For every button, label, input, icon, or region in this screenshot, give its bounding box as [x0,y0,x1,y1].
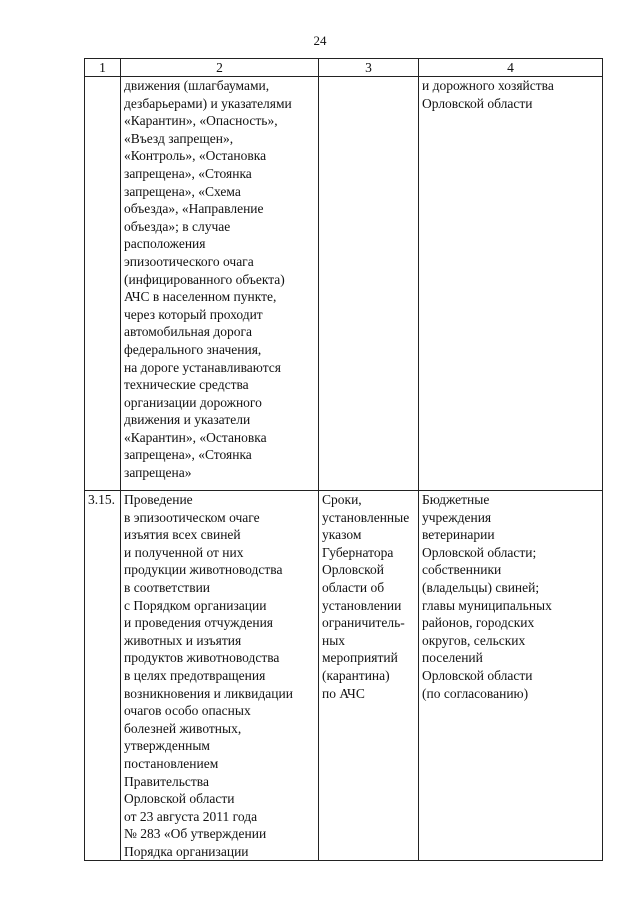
cell-text-line: запрещена» [124,465,192,481]
cell-text-line: в соответствии [124,579,211,595]
cell-text-line: Сроки, [322,492,362,507]
cell-text-line: (владельцы) свиней; [422,579,540,595]
cell-text-line: Орловской области [422,667,533,683]
cell-text-line: собственники [422,562,502,578]
cell-text-line: запрещена», «Стоянка [124,447,252,463]
cell-text-line: установлении [322,597,402,613]
cell-text-line: запрещена», «Схема [124,183,241,199]
cell-text-line: АЧС в населенном пункте, [124,289,277,305]
cell-text-line: возникновения и ликвидации [124,685,293,701]
cell-text-line: объезда»; в случае [124,218,231,234]
cell-text-line: расположения [124,236,206,252]
header-col-1: 1 [85,59,121,77]
cell-text-line: с Порядком организации [124,597,267,613]
measures-table [84,58,603,861]
cell-text-line: (карантина) [322,667,390,683]
cell-text-line: № 283 «Об утверждении [124,826,267,842]
cell-text-line: «Карантин», «Опасность», [124,113,278,129]
cell-text-line: (по согласованию) [422,685,529,701]
cell-text-line: установленные [322,509,410,525]
cell-text-line: организации дорожного [124,394,262,410]
cell-text-line: дезбарьерами) и указателями [124,95,292,111]
cell-text-line: округов, сельских [422,632,526,648]
cell-text-line: Проведение [124,492,193,507]
header-col-4: 4 [419,59,603,77]
action-cell [121,77,319,491]
cell-text-line: ных [322,632,346,648]
cell-text-line: Орловской области [124,791,235,807]
cell-text-line: Бюджетные [422,492,490,507]
term-cell [319,491,419,861]
cell-text-line: (инфицированного объекта) [124,271,285,287]
cell-text-line: 3.15. [88,492,115,507]
cell-text-line: Орловской области; [422,544,537,560]
cell-text-line: продуктов животноводства [124,650,280,666]
cell-text-line: ограничитель- [322,615,405,631]
header-col-3: 3 [319,59,419,77]
cell-text-line: «Контроль», «Остановка [124,148,267,164]
row-number-cell [85,77,121,491]
responsible-cell [419,491,603,861]
cell-text-line: технические средства [124,377,249,393]
cell-text-line: очагов особо опасных [124,703,251,719]
cell-text-line: через который проходит [124,306,263,322]
cell-text-line: главы муниципальных [422,597,552,613]
cell-text-line: болезней животных, [124,720,242,736]
cell-text-line: в целях предотвращения [124,667,266,683]
cell-text-line: области об [322,579,385,595]
table-row [85,491,603,861]
row-number-cell [85,491,121,861]
cell-text-line: объезда», «Направление [124,201,264,217]
cell-text-line: указом [322,527,362,543]
cell-text-line: движения (шлагбаумами, [124,78,270,93]
cell-text-line: поселений [422,650,483,666]
cell-text-line: мероприятий [322,650,398,666]
cell-text-line: по АЧС [322,685,365,701]
table-row [85,77,603,491]
cell-text-line: Порядка организации [124,843,249,859]
cell-text-line: автомобильная дорога [124,324,252,340]
table-header-row [85,59,603,77]
term-cell [319,77,419,491]
cell-text-line: «Въезд запрещен», [124,130,234,146]
cell-text-line: районов, городских [422,615,535,631]
cell-text-line: в эпизоотическом очаге [124,509,260,525]
cell-text-line: изъятия всех свиней [124,527,241,543]
cell-text-line: продукции животноводства [124,562,283,578]
cell-text-line: ветеринарии [422,527,495,543]
cell-text-line: «Карантин», «Остановка [124,429,267,445]
cell-text-line: и полученной от них [124,544,244,560]
cell-text-line: эпизоотического очага [124,253,254,269]
cell-text-line: животных и изъятия [124,632,242,648]
cell-text-line: запрещена», «Стоянка [124,165,252,181]
cell-text-line: Правительства [124,773,209,789]
cell-text-line: Орловской [322,562,384,578]
cell-text-line: от 23 августа 2011 года [124,808,258,824]
page-number: 24 [313,33,327,48]
cell-text-line: утвержденным [124,738,210,754]
cell-text-line: движения и указатели [124,412,251,428]
cell-text-line: Губернатора [322,544,394,560]
action-cell [121,491,319,861]
cell-text-line: Орловской области [422,95,533,111]
cell-text-line: на дороге устанавливаются [124,359,281,375]
cell-text-line: федерального значения, [124,341,262,357]
cell-text-line: учреждения [422,509,492,525]
header-col-2: 2 [121,59,319,77]
responsible-cell [419,77,603,491]
cell-text-line: и проведения отчуждения [124,615,274,631]
cell-text-line: и дорожного хозяйства [422,78,554,93]
cell-text-line: постановлением [124,755,219,771]
